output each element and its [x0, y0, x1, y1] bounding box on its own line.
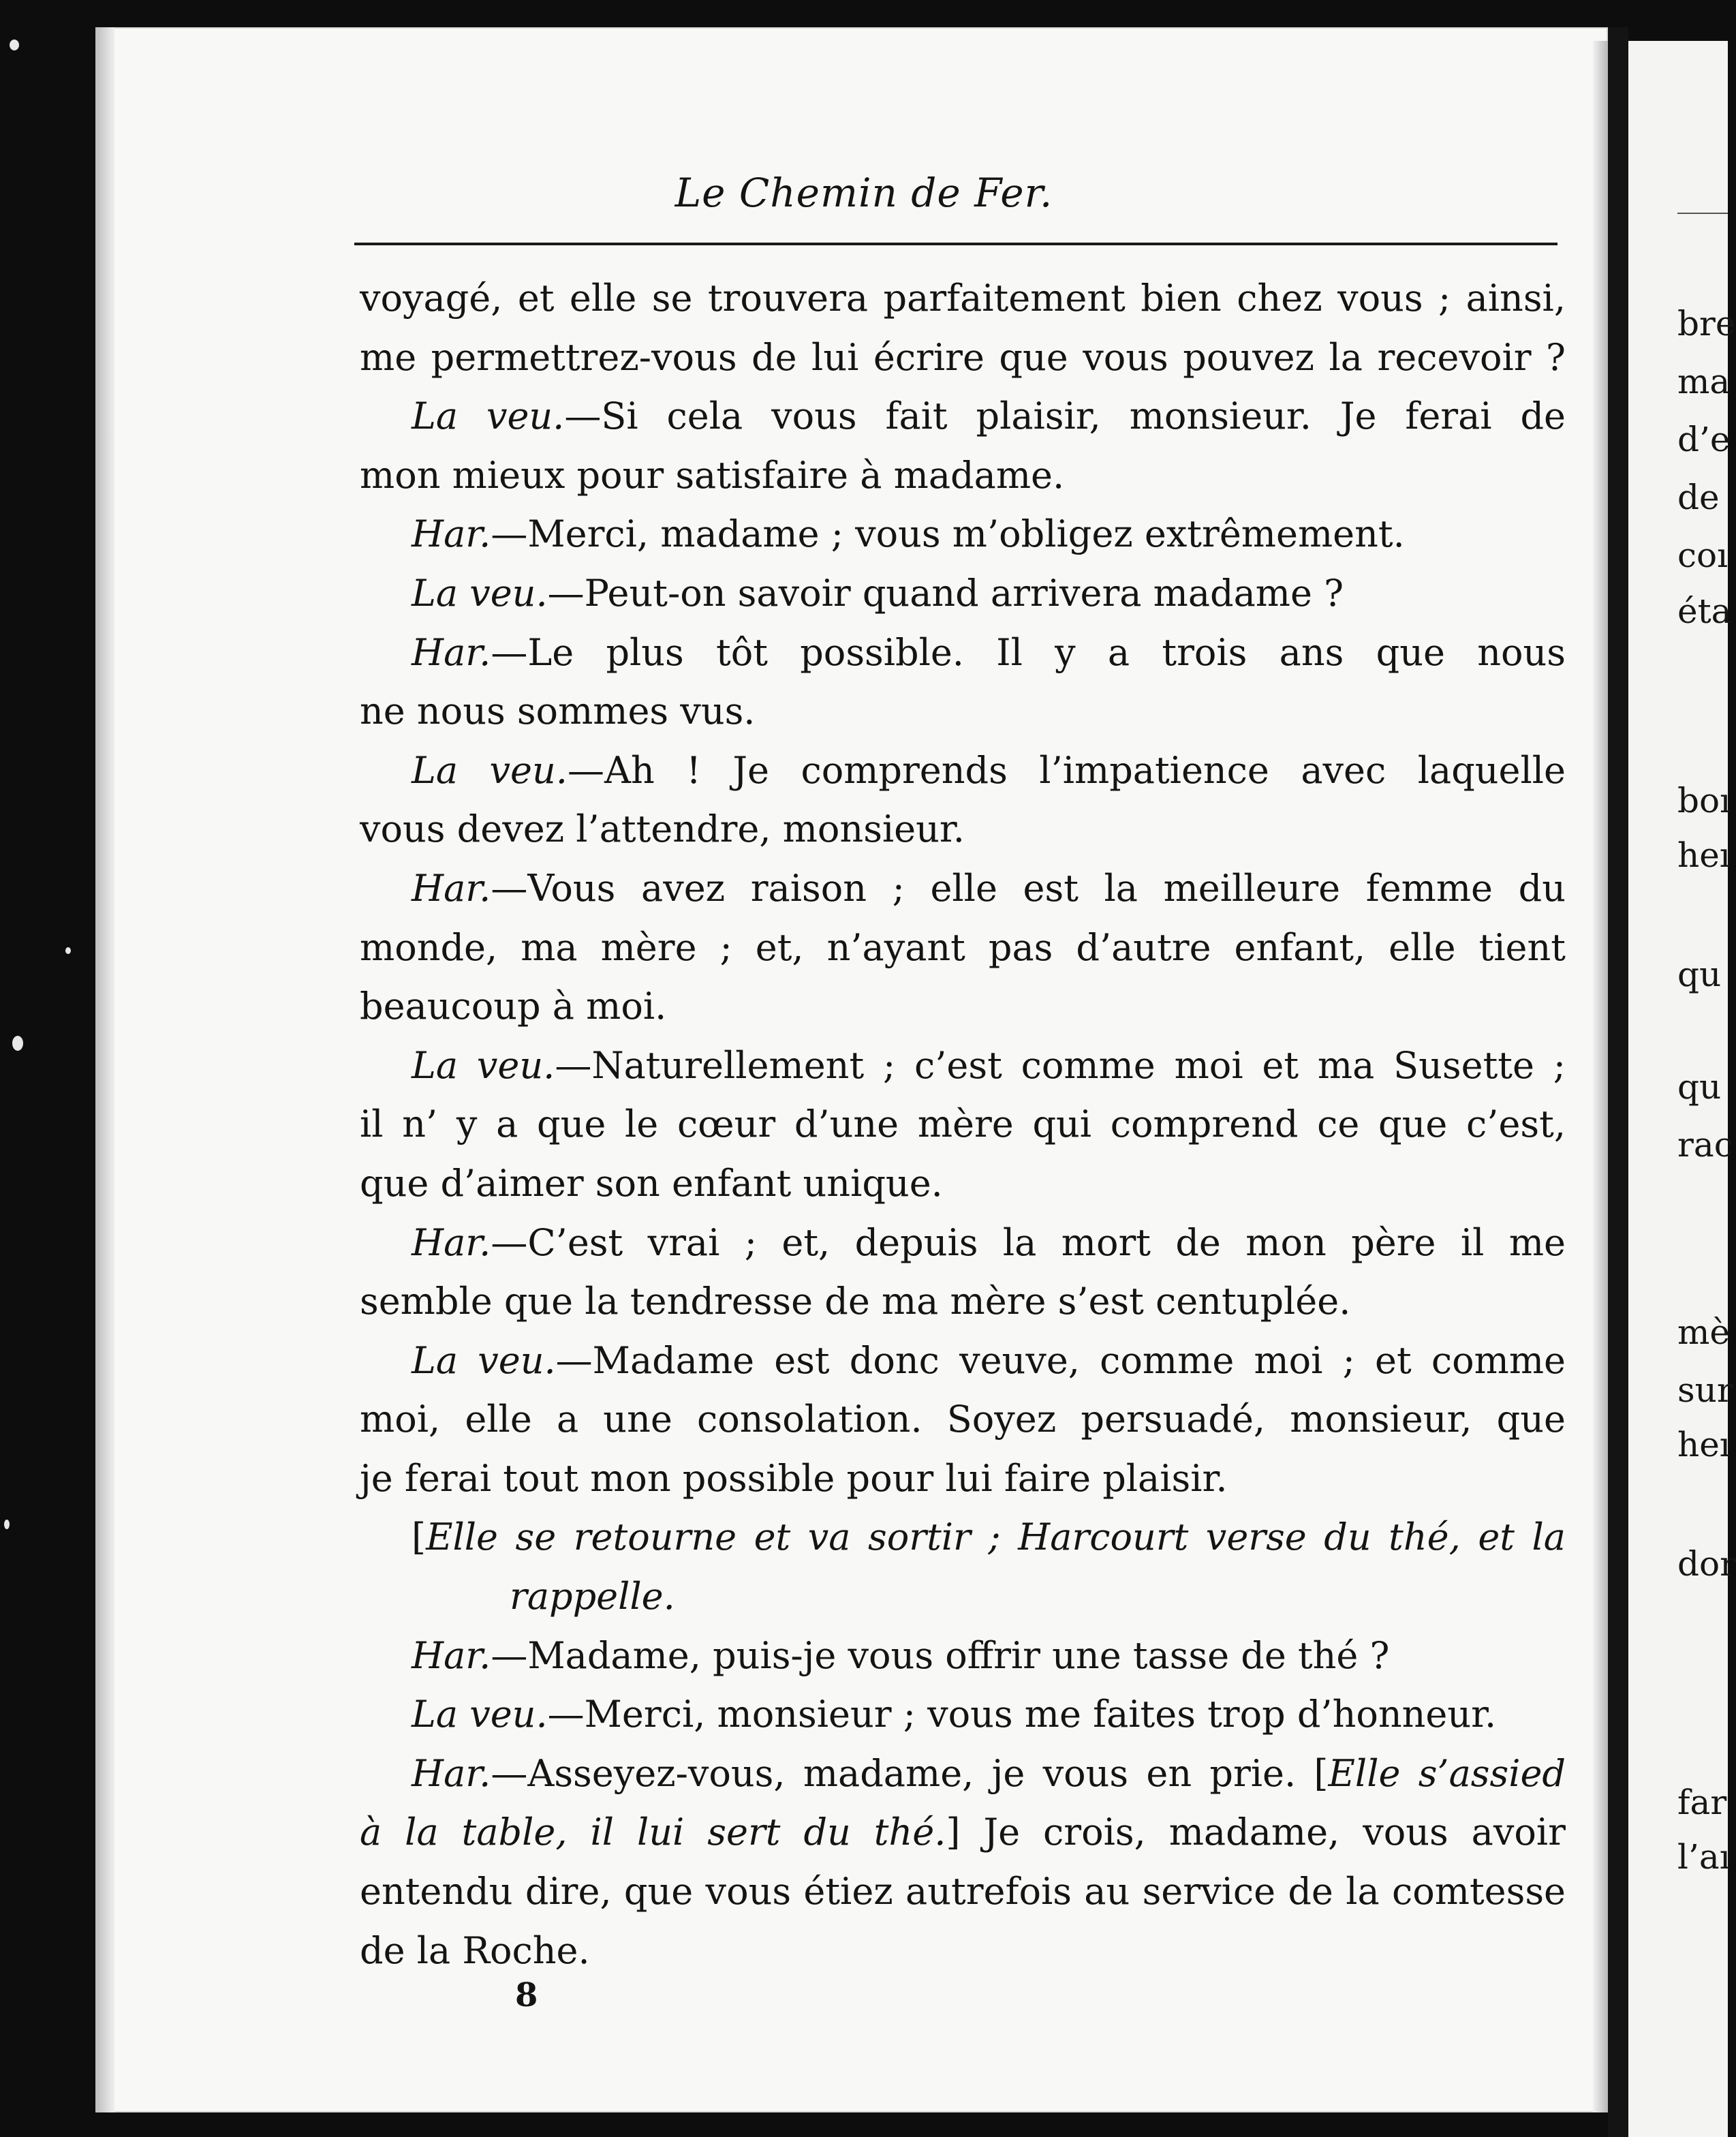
text-line — [360, 1803, 1566, 1862]
italic-run: Har. — [412, 1633, 491, 1677]
text-line — [360, 624, 1566, 683]
page-edge-right — [1593, 41, 1608, 2112]
text-line — [360, 1567, 1566, 1627]
next-page-fragment: ma — [1677, 362, 1731, 401]
text-run: me permettrez-vous de lui écrire que vous pouvez la recevoir ? — [360, 335, 1566, 379]
text-run: ] Je crois, madame, vous avoir — [946, 1811, 1566, 1854]
text-run: —Vous avez raison ; elle est la meilleure femme du — [491, 866, 1566, 910]
next-page-fragment: dor — [1677, 1544, 1736, 1584]
text-run: ne nous sommes vus. — [360, 690, 756, 733]
text-line — [360, 859, 1566, 919]
text-line — [360, 269, 1566, 328]
text-line — [360, 387, 1566, 446]
italic-run: La veu. — [412, 1338, 556, 1382]
next-page-fragment: sur — [1677, 1370, 1733, 1410]
margin-speck — [12, 1036, 23, 1051]
text-line — [360, 1390, 1566, 1449]
text-run: il n’ y a que le cœur d’une mère qui comprend ce que c’est, — [360, 1103, 1566, 1146]
text-run: —Madame est donc veuve, comme moi ; et comme — [555, 1338, 1566, 1382]
text-line — [360, 1154, 1566, 1214]
italic-run: Har. — [412, 866, 491, 910]
next-page-fragment: éta — [1677, 591, 1732, 631]
margin-speck — [65, 947, 71, 954]
next-page-fragment: d’e — [1677, 420, 1731, 459]
text-line — [360, 741, 1566, 801]
next-page-fragment: l’aı — [1677, 1837, 1731, 1877]
text-line — [360, 505, 1566, 564]
page-edge-left — [95, 27, 114, 2112]
text-run: —Si cela vous fait plaisir, monsieur. Je ferai de — [564, 395, 1566, 438]
text-run: je ferai tout mon possible pour lui faire plaisir. — [360, 1456, 1228, 1500]
text-line — [360, 682, 1566, 741]
text-line — [360, 977, 1566, 1036]
text-run: mon mieux pour satisfaire à madame. — [360, 453, 1065, 497]
text-line — [360, 1862, 1566, 1922]
next-page-fragment: bre — [1677, 304, 1736, 343]
next-page-fragment: boı — [1677, 781, 1731, 820]
italic-run: à la table, il lui sert du thé. — [360, 1811, 946, 1854]
page-gutter — [1608, 27, 1628, 2137]
italic-run: Elle se retourne et va sortir ; Harcourt verse du thé, et la — [426, 1516, 1566, 1559]
text-run: —Madame, puis-je vous offrir une tasse de thé ? — [491, 1633, 1390, 1677]
next-page-fragment: rac — [1677, 1125, 1733, 1165]
signature-mark: 8 — [515, 1976, 538, 2014]
italic-run: Har. — [412, 630, 491, 674]
text-run: semble que la tendresse de ma mère s’est centuplée. — [360, 1280, 1351, 1323]
body-text — [360, 269, 1566, 1980]
text-line — [360, 328, 1566, 388]
text-line — [360, 1922, 1566, 1981]
text-run: que d’aimer son enfant unique. — [360, 1161, 943, 1205]
next-page-fragment: far — [1677, 1783, 1727, 1822]
text-run: [ — [412, 1516, 427, 1559]
text-run: —Naturellement ; c’est comme moi et ma Susette ; — [555, 1043, 1566, 1087]
text-run: entendu dire, que vous étiez autrefois au service de la comtesse — [360, 1870, 1566, 1913]
next-page-fragment: coı — [1677, 536, 1729, 575]
text-line — [360, 800, 1566, 859]
italic-run: La veu. — [412, 395, 565, 438]
text-line — [360, 1036, 1566, 1096]
next-page-fragment: heı — [1677, 1425, 1731, 1464]
italic-run: rappelle. — [510, 1575, 675, 1618]
text-run: —Peut-on savoir quand arrivera madame ? — [547, 571, 1344, 615]
text-line — [360, 1332, 1566, 1391]
text-line — [360, 564, 1566, 624]
next-page-fragment: de — [1677, 478, 1720, 517]
text-run: —Merci, madame ; vous m’obligez extrêmement. — [491, 512, 1405, 556]
text-run: —Ah ! Je comprends l’impatience avec laquelle — [567, 748, 1566, 792]
next-page-fragment: qu — [1677, 1067, 1722, 1107]
text-run: —Le plus tôt possible. Il y a trois ans que nous — [491, 630, 1566, 674]
text-run: —C’est vrai ; et, depuis la mort de mon père il me — [491, 1220, 1566, 1264]
text-run: voyagé, et elle se trouvera parfaitement bien chez vous ; ainsi, — [360, 277, 1566, 320]
text-line — [360, 1627, 1566, 1686]
italic-run: La veu. — [412, 1043, 555, 1087]
text-line — [360, 1272, 1566, 1332]
italic-run: Elle s’assied — [1328, 1751, 1566, 1795]
text-run: vous devez l’attendre, monsieur. — [360, 808, 965, 851]
text-line — [360, 1449, 1566, 1509]
text-run: —Merci, monsieur ; vous me faites trop d’honneur. — [547, 1693, 1497, 1736]
running-head: Le Chemin de Fer. — [675, 170, 1053, 216]
text-line — [360, 1214, 1566, 1273]
italic-run: Har. — [412, 1751, 491, 1795]
text-line — [360, 446, 1566, 506]
text-run: de la Roche. — [360, 1928, 590, 1972]
text-run: moi, elle a une consolation. Soyez persuadé, monsieur, que — [360, 1398, 1566, 1441]
next-page-fragment: heı — [1677, 835, 1731, 875]
next-page-fragment: mè — [1677, 1312, 1731, 1352]
text-line — [360, 919, 1566, 978]
next-page-fragment: qu — [1677, 955, 1722, 994]
text-run: monde, ma mère ; et, n’ayant pas d’autre enfant, elle tient — [360, 925, 1566, 969]
margin-speck — [4, 1520, 10, 1529]
text-line — [360, 1508, 1566, 1567]
italic-run: Har. — [412, 1220, 491, 1264]
text-run: —Asseyez-vous, madame, je vous en prie. [ — [491, 1751, 1329, 1795]
margin-speck — [10, 40, 19, 50]
text-line — [360, 1744, 1566, 1804]
italic-run: Har. — [412, 512, 491, 556]
text-line — [360, 1685, 1566, 1744]
italic-run: La veu. — [412, 748, 568, 792]
running-head-rule — [354, 243, 1557, 245]
text-run: beaucoup à moi. — [360, 985, 667, 1028]
italic-run: La veu. — [412, 571, 548, 615]
italic-run: La veu. — [412, 1693, 548, 1736]
text-line — [360, 1095, 1566, 1154]
